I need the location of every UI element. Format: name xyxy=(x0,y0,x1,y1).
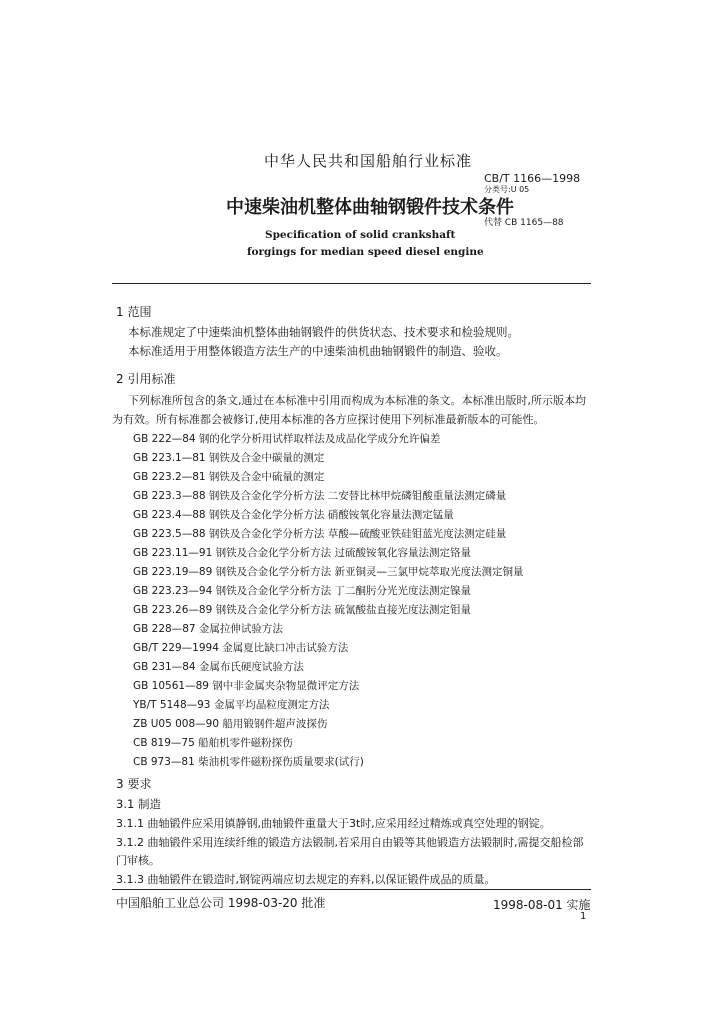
clause-3-1-2-line2: 门审核。 xyxy=(116,854,160,867)
section-2-intro-line2: 为有效。所有标准都会被修订,使用本标准的各方应探讨使用下列标准最新版本的可能性。 xyxy=(112,413,545,426)
reference-item: GB 223.2—81 钢铁及合金中硫量的测定 xyxy=(133,471,325,483)
title-english-line2: forgings for median speed diesel engine xyxy=(247,246,484,258)
classification-code: 分类号:U 05 xyxy=(484,185,530,194)
reference-item: YB/T 5148—93 金属平均晶粒度测定方法 xyxy=(133,699,330,711)
section-2-intro-line1: 下列标准所包含的条文,通过在本标准中引用而构成为本标准的条文。本标准出版时,所示版本均 xyxy=(128,394,586,407)
reference-item: GB 223.19—89 钢铁及合金化学分析方法 新亚铜灵—三氯甲烷萃取光度法测定铜量 xyxy=(133,566,524,578)
approval-note: 中国船舶工业总公司 1998-03-20 批准 xyxy=(116,896,326,910)
title-english-line1: Specification of solid crankshaft xyxy=(265,229,456,241)
reference-item: GB 223.5—88 钢铁及合金化学分析方法 草酸—硫酸亚铁硅钼蓝光度法测定硅量 xyxy=(133,528,507,540)
section-1-para-2: 本标准适用于用整体锻造方法生产的中速柴油机曲轴钢锻件的制造、验收。 xyxy=(128,344,508,358)
section-2-heading: 2 引用标准 xyxy=(116,372,176,386)
section-1-heading: 1 范围 xyxy=(116,305,152,319)
section-3-heading: 3 要求 xyxy=(116,777,152,791)
reference-item: ZB U05 008—90 船用锻钢件超声波探伤 xyxy=(133,718,328,730)
clause-3-1-2-line1: 3.1.2 曲轴锻件采用连续纤维的锻造方法锻制,若采用自由锻等其他锻造方法锻制时,需提交船检部 xyxy=(116,836,584,849)
reference-item: GB 228—87 金属拉伸试验方法 xyxy=(133,623,283,635)
org-title: 中华人民共和国船舶行业标准 xyxy=(264,152,473,170)
reference-item: GB 223.1—81 钢铁及合金中碳量的测定 xyxy=(133,452,325,464)
reference-item: GB 231—84 金属布氏硬度试验方法 xyxy=(133,661,304,673)
footer-divider xyxy=(112,889,591,890)
clause-3-1-1: 3.1.1 曲轴锻件应采用镇静钢,曲轴锻件重量大于3t时,应采用经过精炼或真空处理的钢锭。 xyxy=(116,817,551,830)
reference-item: GB 223.26—89 钢铁及合金化学分析方法 硫氰酸盐直接光度法测定钼量 xyxy=(133,604,471,616)
reference-item: GB 223.3—88 钢铁及合金化学分析方法 二安替比林甲烷磷钼酸重量法测定磷量 xyxy=(133,490,507,502)
page-number: 1 xyxy=(580,911,587,922)
reference-item: GB 223.4—88 钢铁及合金化学分析方法 硝酸铵氧化容量法测定锰量 xyxy=(133,509,454,521)
reference-item: GB 10561—89 钢中非金属夹杂物显微评定方法 xyxy=(133,680,360,692)
reference-item: GB 223.11—91 钢铁及合金化学分析方法 过硫酸铵氧化容量法测定铬量 xyxy=(133,547,471,559)
reference-item: GB/T 229—1994 金属夏比缺口冲击试验方法 xyxy=(133,642,349,654)
section-1-para-1: 本标准规定了中速柴油机整体曲轴钢锻件的供货状态、技术要求和检验规则。 xyxy=(128,325,519,339)
effective-date: 1998-08-01 实施 xyxy=(493,898,591,912)
clause-3-1-3: 3.1.3 曲轴锻件在锻造时,钢锭两端应切去规定的弃料,以保证锻件成品的质量。 xyxy=(116,873,496,886)
standard-number: CB/T 1166—1998 xyxy=(484,172,581,185)
header-divider xyxy=(112,283,591,284)
reference-item: CB 973—81 柴油机零件磁粉探伤质量要求(试行) xyxy=(133,756,364,768)
document-title: 中速柴油机整体曲轴钢锻件技术条件 xyxy=(226,197,514,218)
replaces-note: 代替 CB 1165—88 xyxy=(484,218,564,228)
reference-item: GB 222—84 钢的化学分析用试样取样法及成品化学成分允许偏差 xyxy=(133,433,441,445)
reference-item: CB 819—75 船舶机零件磁粉探伤 xyxy=(133,737,293,749)
reference-item: GB 223.23—94 钢铁及合金化学分析方法 丁二酮肟分光光度法测定镍量 xyxy=(133,585,471,597)
section-3-1-heading: 3.1 制造 xyxy=(116,797,161,811)
